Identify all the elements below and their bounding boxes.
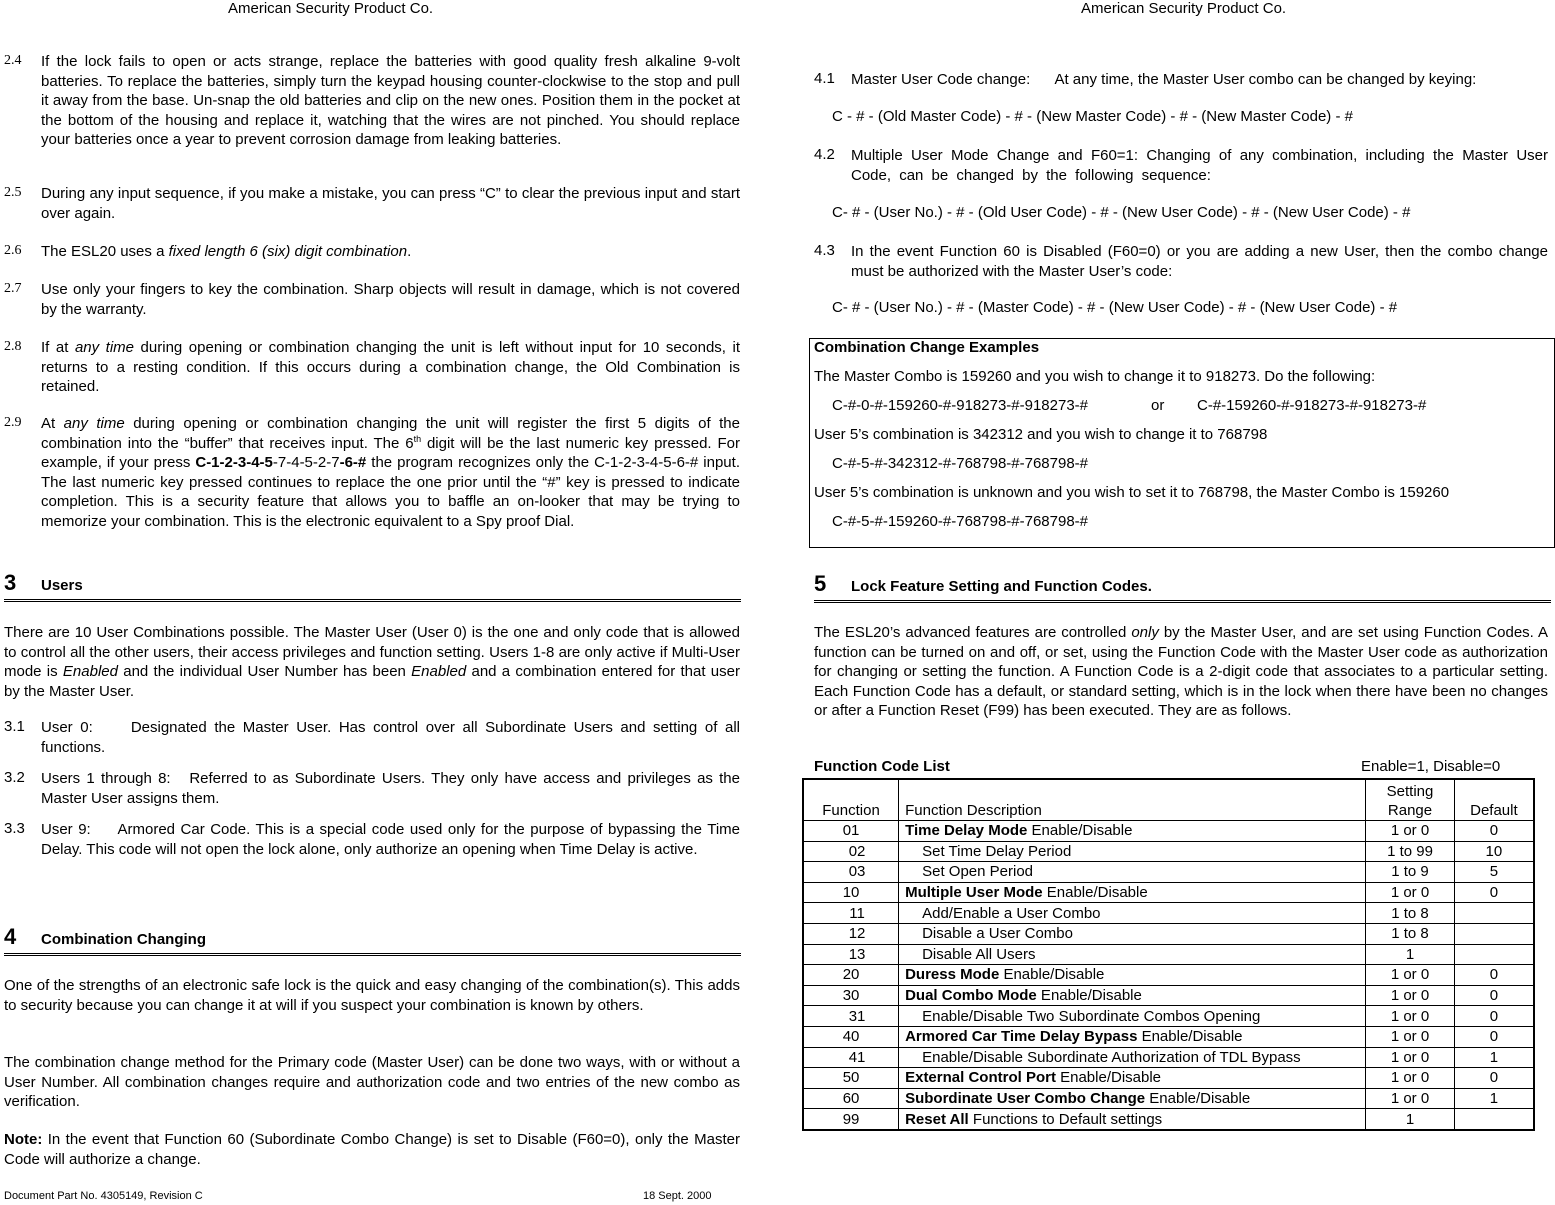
function-description: Disable a User Combo bbox=[922, 925, 1073, 943]
function-name: Duress Mode bbox=[905, 966, 1000, 984]
example-1-code-b: C-#-159260-#-918273-#-918273-# bbox=[1197, 397, 1427, 414]
function-code-cell: 02 bbox=[803, 841, 899, 862]
item-number: 2.5 bbox=[4, 185, 22, 200]
emphasis: Enabled bbox=[411, 663, 467, 680]
section-5-para bbox=[814, 623, 1548, 721]
section-5-rule bbox=[814, 600, 1551, 603]
default-cell: 0 bbox=[1454, 965, 1534, 986]
function-code-cell: 99 bbox=[803, 1109, 899, 1130]
setting-range-cell: 1 or 0 bbox=[1366, 1047, 1455, 1068]
header-default: Default bbox=[1454, 779, 1534, 821]
function-description-cell bbox=[899, 944, 1366, 965]
setting-range-cell: 1 bbox=[1366, 944, 1455, 965]
function-code-cell: 03 bbox=[803, 862, 899, 883]
bold-run: C-1-2-3-4-5 bbox=[195, 454, 273, 471]
text-run: during opening or combination changing the unit will register the first 5 digits of the combination into the “buffer” that receives input. The 6 bbox=[41, 415, 740, 452]
default-cell bbox=[1454, 1109, 1534, 1130]
table-row bbox=[803, 944, 1534, 965]
item-text bbox=[851, 146, 1548, 185]
setting-range-cell: 1 or 0 bbox=[1366, 1088, 1455, 1109]
item-text: In the event Function 60 is Disabled (F60=0) or you are adding a new User, then the combo change must be authorized with the Master User’s code: bbox=[851, 243, 1548, 280]
emphasis: only bbox=[1131, 624, 1159, 641]
function-description-cell bbox=[899, 1006, 1366, 1027]
default-cell: 5 bbox=[1454, 862, 1534, 883]
default-cell: 0 bbox=[1454, 882, 1534, 903]
section-4-title: Combination Changing bbox=[41, 931, 206, 948]
footer-date: 18 Sept. 2000 bbox=[643, 1190, 712, 1202]
default-cell bbox=[1454, 903, 1534, 924]
function-code-cell: 20 bbox=[803, 965, 899, 986]
function-description-cell bbox=[899, 821, 1366, 842]
function-description-cell bbox=[899, 862, 1366, 883]
function-description: Enable/Disable bbox=[1055, 1069, 1162, 1087]
text-run: At bbox=[41, 415, 64, 432]
item-4-2 bbox=[814, 146, 1548, 185]
item-4-1-sequence: C - # - (Old Master Code) - # - (New Master Code) - # - (New Master Code) - # bbox=[832, 108, 1353, 125]
text-run: There are 10 User Combinations possible. The Master User (User 0) is the one and only code that is allowed to control all the other users, their access privileges and function setting. Users 1-8 are only active if Multi-User mode is bbox=[4, 624, 740, 680]
item-number: 3.2 bbox=[4, 769, 25, 786]
function-code-cell: 12 bbox=[803, 923, 899, 944]
function-description: Set Time Delay Period bbox=[922, 842, 1072, 860]
section-5-number: 5 bbox=[814, 571, 827, 596]
default-cell: 0 bbox=[1454, 1068, 1534, 1089]
item-text bbox=[851, 70, 1548, 90]
item-text bbox=[41, 242, 740, 262]
function-description: Set Open Period bbox=[922, 863, 1033, 881]
item-2-4 bbox=[4, 52, 740, 150]
setting-range-cell: 1 to 8 bbox=[1366, 903, 1455, 924]
setting-range-cell: 1 or 0 bbox=[1366, 882, 1455, 903]
item-label: Multiple User Mode Change and F60=1: bbox=[851, 147, 1139, 164]
function-code-cell: 11 bbox=[803, 903, 899, 924]
header-function: Function bbox=[803, 779, 899, 821]
section-4-para-2: The combination change method for the Primary code (Master User) can be done two ways, with or without a User Number. All combination changes require and authorization code and two entries of the new combo as verification. bbox=[4, 1054, 740, 1110]
function-name: Armored Car Time Delay Bypass bbox=[905, 1028, 1138, 1046]
table-row bbox=[803, 923, 1534, 944]
function-description: Disable All Users bbox=[922, 945, 1036, 963]
item-text: During any input sequence, if you make a mistake, you can press “C” to clear the previous input and start over again. bbox=[41, 185, 740, 222]
table-row bbox=[803, 862, 1534, 883]
text-run: At any time, the Master User combo can be changed by keying: bbox=[1054, 71, 1477, 88]
default-cell: 10 bbox=[1454, 841, 1534, 862]
default-cell: 0 bbox=[1454, 1026, 1534, 1047]
item-4-3 bbox=[814, 242, 1548, 281]
section-3-title: Users bbox=[41, 577, 83, 594]
item-number: 4.1 bbox=[814, 70, 835, 87]
example-3-code: C-#-5-#-159260-#-768798-#-768798-# bbox=[832, 513, 1089, 530]
table-header-row bbox=[803, 779, 1534, 821]
function-description: Enable/Disable bbox=[1145, 1090, 1251, 1108]
table-row bbox=[803, 965, 1534, 986]
function-description-cell bbox=[899, 1109, 1366, 1130]
setting-range-cell: 1 bbox=[1366, 1109, 1455, 1130]
setting-range-cell: 1 or 0 bbox=[1366, 1026, 1455, 1047]
emphasis: Enabled bbox=[62, 663, 118, 680]
setting-range-cell: 1 or 0 bbox=[1366, 821, 1455, 842]
text-run: and a combination entered for that user by the Master User. bbox=[4, 663, 740, 700]
function-code-cell: 41 bbox=[803, 1047, 899, 1068]
function-description-cell bbox=[899, 841, 1366, 862]
section-4-number: 4 bbox=[4, 924, 17, 949]
default-cell: 0 bbox=[1454, 821, 1534, 842]
item-text: If the lock fails to open or acts strange, replace the batteries with good quality fresh alkaline 9-volt batteries. To replace the batteries, simply turn the keypad housing counter-clockwise to the stop and pull it away from the base. Un-snap the old batteries and clip on the new ones. Position them in the pocket at the bottom of the housing and replace it, watching that the wires are not pinched. You should replace your batteries once a year to prevent corrosion damage from leaking batteries. bbox=[41, 53, 740, 148]
function-description: Enable/Disable bbox=[1036, 987, 1142, 1005]
example-2-text: User 5’s combination is 342312 and you wish to change it to 768798 bbox=[814, 426, 1268, 443]
text-run: Referred to as Subordinate Users. They only have access and privileges as the Master User assigns them. bbox=[41, 770, 740, 807]
function-code-table bbox=[802, 778, 1535, 1131]
item-text bbox=[41, 718, 740, 757]
function-code-cell: 13 bbox=[803, 944, 899, 965]
example-2-code: C-#-5-#-342312-#-768798-#-768798-# bbox=[832, 455, 1089, 472]
function-code-cell: 01 bbox=[803, 821, 899, 842]
setting-range-cell: 1 to 8 bbox=[1366, 923, 1455, 944]
setting-range-cell: 1 to 9 bbox=[1366, 862, 1455, 883]
function-description: Add/Enable a User Combo bbox=[922, 904, 1101, 922]
item-number: 2.9 bbox=[4, 415, 22, 430]
setting-range-cell: 1 or 0 bbox=[1366, 965, 1455, 986]
function-code-cell: 10 bbox=[803, 882, 899, 903]
item-number: 4.3 bbox=[814, 242, 835, 259]
superscript: th bbox=[413, 433, 422, 444]
item-2-6 bbox=[4, 242, 740, 262]
text-run: Changing of any combination, including the Master User Code, can be changed by the following sequence: bbox=[851, 147, 1548, 184]
function-description-cell bbox=[899, 1088, 1366, 1109]
table-row bbox=[803, 1088, 1534, 1109]
setting-range-cell: 1 or 0 bbox=[1366, 1006, 1455, 1027]
table-row bbox=[803, 1047, 1534, 1068]
function-name: Time Delay Mode bbox=[905, 822, 1028, 840]
example-1-code-a: C-#-0-#-159260-#-918273-#-918273-# bbox=[832, 397, 1089, 414]
item-number: 2.6 bbox=[4, 243, 22, 258]
item-label: Users 1 through 8: bbox=[41, 770, 171, 787]
text-run: digit will be the last numeric key pressed. For example, if your press bbox=[41, 434, 740, 471]
table-row bbox=[803, 1109, 1534, 1130]
text-run: by the Master User, and are set using Function Codes. A function can be turned on and off, or set, using the Function Code with the Master User code as authorization for changing or setting the function. A Function Code is a 2-digit code that associates to a particular setting. Each Function Code has a default, or standard setting, which is in the lock when there have been no changes or after a Function Reset (F99) has been executed. They are as follows. bbox=[814, 624, 1549, 719]
text-run: . bbox=[407, 243, 412, 260]
default-cell: 0 bbox=[1454, 985, 1534, 1006]
example-1-or: or bbox=[1151, 397, 1165, 414]
item-2-7 bbox=[4, 280, 740, 319]
item-number: 2.4 bbox=[4, 53, 22, 68]
function-description-cell bbox=[899, 882, 1366, 903]
setting-range-cell: 1 to 99 bbox=[1366, 841, 1455, 862]
default-cell: 1 bbox=[1454, 1047, 1534, 1068]
function-description: Functions to Default settings bbox=[968, 1110, 1163, 1128]
section-3-intro bbox=[4, 623, 740, 701]
bold-run: -6-# bbox=[339, 454, 367, 471]
item-3-2 bbox=[4, 769, 740, 808]
function-description-cell bbox=[899, 1026, 1366, 1047]
function-description: Enable/Disable bbox=[1042, 884, 1148, 902]
function-description-cell bbox=[899, 965, 1366, 986]
item-number: 2.8 bbox=[4, 339, 22, 354]
item-number: 3.1 bbox=[4, 718, 25, 735]
header-description: Function Description bbox=[899, 779, 1366, 821]
item-4-1 bbox=[814, 70, 1548, 90]
table-row bbox=[803, 821, 1534, 842]
function-code-cell: 30 bbox=[803, 985, 899, 1006]
text-run: The ESL20’s advanced features are controlled bbox=[814, 624, 1132, 641]
function-code-cell: 40 bbox=[803, 1026, 899, 1047]
default-cell bbox=[1454, 944, 1534, 965]
item-text bbox=[41, 769, 740, 808]
item-2-9 bbox=[4, 414, 740, 531]
item-text: Use only your fingers to key the combination. Sharp objects will result in damage, which is not covered by the warranty. bbox=[41, 281, 740, 318]
function-description-cell bbox=[899, 923, 1366, 944]
setting-range-cell: 1 or 0 bbox=[1366, 1068, 1455, 1089]
function-description-cell bbox=[899, 985, 1366, 1006]
function-name: Dual Combo Mode bbox=[905, 987, 1037, 1005]
setting-range-cell: 1 or 0 bbox=[1366, 985, 1455, 1006]
item-3-3 bbox=[4, 820, 740, 859]
text-run: If at bbox=[41, 339, 75, 356]
text-run: -7-4-5-2-7 bbox=[272, 454, 340, 471]
table-row bbox=[803, 985, 1534, 1006]
item-2-8 bbox=[4, 338, 740, 397]
function-name: Reset All bbox=[905, 1110, 969, 1128]
table-row bbox=[803, 882, 1534, 903]
table-row bbox=[803, 1026, 1534, 1047]
text-run: The ESL20 uses a bbox=[41, 243, 169, 260]
item-2-5 bbox=[4, 184, 740, 223]
item-number: 4.2 bbox=[814, 146, 835, 163]
function-name: External Control Port bbox=[905, 1069, 1056, 1087]
example-1-text: The Master Combo is 159260 and you wish to change it to 918273. Do the following: bbox=[814, 368, 1376, 385]
header-range: Setting Range bbox=[1366, 779, 1455, 821]
text-run: In the event that Function 60 (Subordinate Combo Change) is set to Disable (F60=0), only the Master Code will authorize a change. bbox=[4, 1131, 740, 1168]
function-name: Multiple User Mode bbox=[905, 884, 1043, 902]
section-5-title: Lock Feature Setting and Function Codes. bbox=[851, 578, 1152, 595]
section-4-para-1: One of the strengths of an electronic safe lock is the quick and easy changing of the combination(s). This adds to security because you can change it at will if you suspect your combination is known by others. bbox=[4, 977, 740, 1014]
table-legend: Enable=1, Disable=0 bbox=[1361, 758, 1501, 775]
item-4-2-sequence: C- # - (User No.) - # - (Old User Code) - # - (New User Code) - # - (New User Code) - # bbox=[832, 204, 1411, 221]
function-name: Subordinate User Combo Change bbox=[905, 1090, 1146, 1108]
item-4-3-sequence: C- # - (User No.) - # - (Master Code) - # - (New User Code) - # - (New User Code) - # bbox=[832, 299, 1398, 316]
item-3-1 bbox=[4, 718, 740, 757]
text-run: and the individual User Number has been bbox=[117, 663, 412, 680]
item-number: 2.7 bbox=[4, 281, 22, 296]
function-code-cell: 31 bbox=[803, 1006, 899, 1027]
emphasis: any time bbox=[74, 339, 135, 356]
function-code-cell: 50 bbox=[803, 1068, 899, 1089]
function-description-cell bbox=[899, 1068, 1366, 1089]
table-row bbox=[803, 841, 1534, 862]
item-label: User 9: bbox=[41, 821, 91, 838]
item-label: Master User Code change: bbox=[851, 71, 1031, 88]
example-3-text: User 5’s combination is unknown and you wish to set it to 768798, the Master Combo is 159260 bbox=[814, 484, 1450, 501]
table-row bbox=[803, 903, 1534, 924]
page-header-right: American Security Product Co. bbox=[1081, 0, 1287, 17]
item-label: User 0: bbox=[41, 719, 93, 736]
function-code-cell: 60 bbox=[803, 1088, 899, 1109]
text-run: the program recognizes only the C-1-2-3-4-5-6-# input. The last numeric key pressed continues to replace the one prior until the “#” key is pressed to indicate completion. This is a security feature that allows you to baffle an on-looker that may be trying to memorize your combination. This is the electronic equivalent to a Spy proof Dial. bbox=[41, 454, 740, 530]
item-text bbox=[41, 338, 740, 397]
note-label: Note: bbox=[4, 1131, 43, 1148]
function-description: Enable/Disable Subordinate Authorization of TDL Bypass bbox=[922, 1048, 1301, 1066]
default-cell bbox=[1454, 923, 1534, 944]
emphasis: fixed length 6 (six) digit combination bbox=[168, 243, 408, 260]
default-cell: 0 bbox=[1454, 1006, 1534, 1027]
item-number: 3.3 bbox=[4, 820, 25, 837]
table-row bbox=[803, 1068, 1534, 1089]
table-body bbox=[803, 821, 1534, 1130]
text-run: Armored Car Code. This is a special code used only for the purpose of bypassing the Time Delay. This code will not open the lock alone, only authorize an opening when Time Delay is active. bbox=[41, 821, 740, 858]
function-description: Enable/Disable bbox=[1027, 822, 1133, 840]
item-text bbox=[41, 414, 740, 531]
page-header-left: American Security Product Co. bbox=[228, 0, 434, 17]
table-title: Function Code List bbox=[814, 758, 950, 775]
examples-title: Combination Change Examples bbox=[814, 339, 1040, 356]
emphasis: any time bbox=[63, 415, 125, 432]
function-description-cell bbox=[899, 903, 1366, 924]
section-3-number: 3 bbox=[4, 570, 17, 595]
function-description: Enable/Disable bbox=[1137, 1028, 1243, 1046]
footer-doc-number: Document Part No. 4305149, Revision C bbox=[4, 1190, 203, 1202]
table-row bbox=[803, 1006, 1534, 1027]
text-run: Designated the Master User. Has control over all Subordinate Users and setting of all functions. bbox=[41, 719, 740, 756]
section-4-rule bbox=[4, 953, 741, 956]
item-text bbox=[41, 820, 740, 859]
text-run: during opening or combination changing the unit is left without input for 10 seconds, it returns to a resting condition. If this occurs during a combination change, the Old Combination is retained. bbox=[41, 339, 740, 395]
default-cell: 1 bbox=[1454, 1088, 1534, 1109]
function-description: Enable/Disable bbox=[999, 966, 1105, 984]
function-description-cell bbox=[899, 1047, 1366, 1068]
function-description: Enable/Disable Two Subordinate Combos Opening bbox=[922, 1007, 1261, 1025]
section-4-note bbox=[4, 1130, 740, 1169]
section-3-rule bbox=[4, 599, 741, 602]
